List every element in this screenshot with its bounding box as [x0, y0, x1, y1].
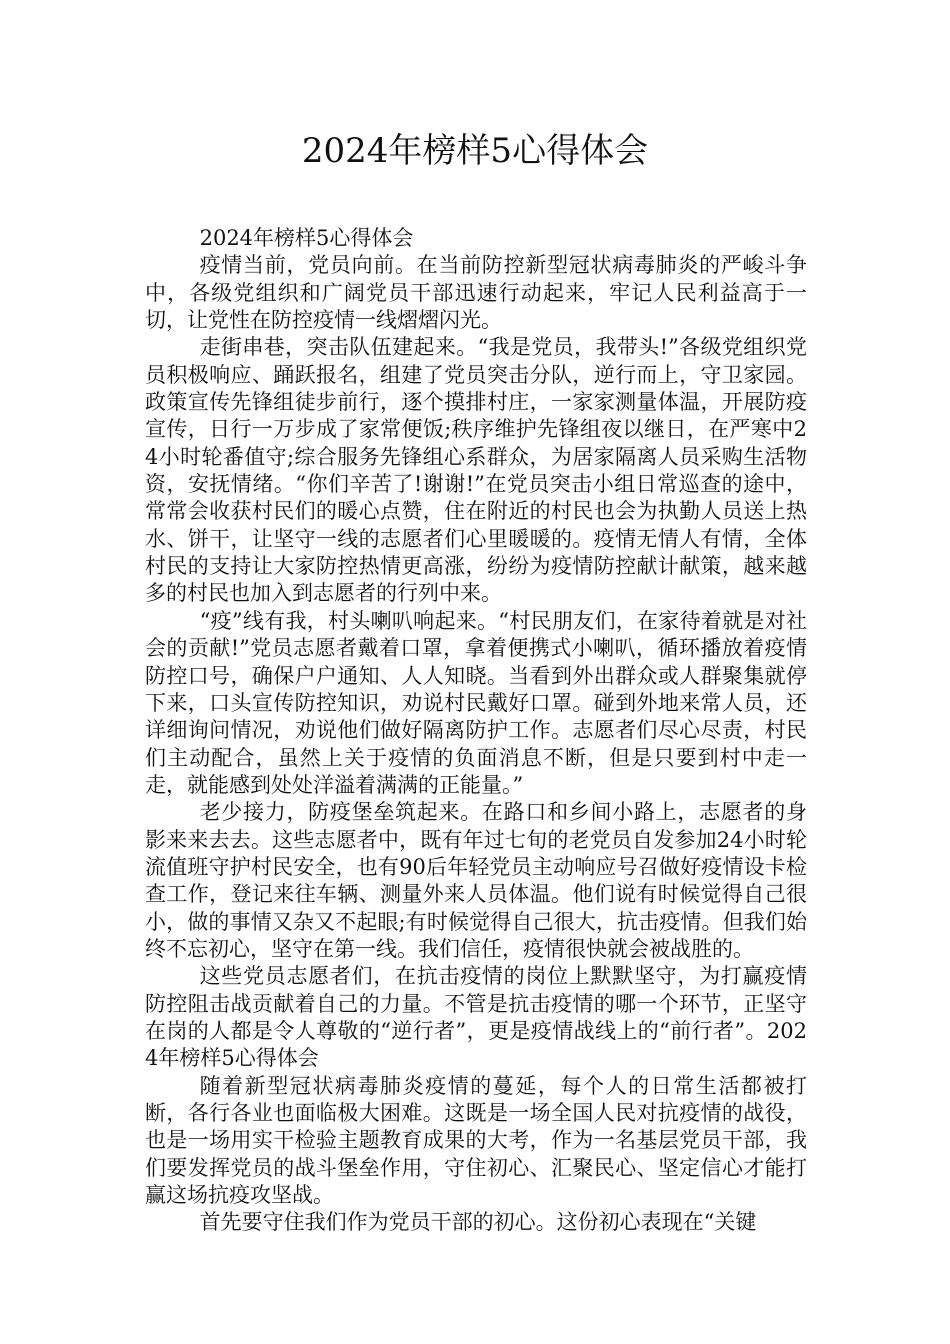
body-paragraph: 老少接力，防疫堡垒筑起来。在路口和乡间小路上，志愿者的身影来来去去。这些志愿者中，既有年过七旬的老党员自发参加24小时轮流值班守护村民安全，也有90后年轻党员主动响应号召做好疫情设卡检查工作，登记来往车辆、测量外来人员体温。他们说有时候觉得自己很小，做的事情又杂又不起眼;有时候觉得自己很大，抗击疫情。但我们始终不忘初心，坚守在第一线。我们信任，疫情很快就会被战胜的。 — [145, 800, 807, 961]
body-paragraph: 随着新型冠状病毒肺炎疫情的蔓延，每个人的日常生活都被打断，各行各业也面临极大困难。这既是一场全国人民对抗疫情的战役，也是一场用实干检验主题教育成果的大考，作为一名基层党员干部，我们要发挥党员的战斗堡垒作用，守住初心、汇聚民心、坚定信心才能打赢这场抗疫攻坚战。 — [145, 1073, 807, 1208]
body-paragraph: 2024年榜样5心得体会 — [199, 226, 414, 250]
document-body — [145, 225, 807, 1237]
body-paragraph: “疫”线有我，村头喇叭响起来。“村民朋友们，在家待着就是对社会的贡献!”党员志愿者戴着口罩，拿着便携式小喇叭，循环播放着疫情防控口号，确保户户通知、人人知晓。当看到外出群众或人群聚集就停下来，口头宣传防控知识，劝说村民戴好口罩。碰到外地来常人员，还详细询问情况，劝说他们做好隔离防护工作。志愿者们尽心尽责，村民们主动配合，虽然上关于疫情的负面消息不断，但是只要到村中走一走，就能感到处处洋溢着满满的正能量。” — [145, 608, 807, 797]
body-paragraph: 首先要守住我们作为党员干部的初心。这份初心表现在“关键 — [199, 1210, 757, 1235]
body-paragraph: 这些党员志愿者们，在抗击疫情的岗位上默默坚守，为打赢疫情防控阻击战贡献着自己的力量。不管是抗击疫情的哪一个环节，正坚守在岗的人都是令人尊敬的“逆行者”，更是疫情战线上的“前行者”。2024年榜样5心得体会 — [145, 964, 807, 1071]
document-title: 2024年榜样5心得体会 — [301, 131, 649, 171]
body-paragraph: 走街串巷，突击队伍建起来。“我是党员，我带头!”各级党组织党员积极响应、踊跃报名，组建了党员突击分队，逆行而上，守卫家园。政策宣传先锋组徒步前行，逐个摸排村庄，一家家测量体温，开展防疫宣传，日行一万步成了家常便饭;秩序维护先锋组夜以继日，在严寒中24小时轮番值守;综合服务先锋组心系群众，为居家隔离人员采购生活物资，安抚情绪。“你们辛苦了!谢谢!”在党员突击小组日常巡查的途中，常常会收获村民们的暖心点赞，住在附近的村民也会为执勤人员送上热水、饼干，让坚守一线的志愿者们心里暖暖的。疫情无情人有情，全体村民的支持让大家防控热情更高涨，纷纷为疫情防控献计献策，越来越多的村民也加入到志愿者的行列中来。 — [145, 335, 807, 606]
body-paragraph: 疫情当前，党员向前。在当前防控新型冠状病毒肺炎的严峻斗争中，各级党组织和广阔党员干部迅速行动起来，牢记人民利益高于一切，让党性在防控疫情一线熠熠闪光。 — [145, 253, 807, 333]
